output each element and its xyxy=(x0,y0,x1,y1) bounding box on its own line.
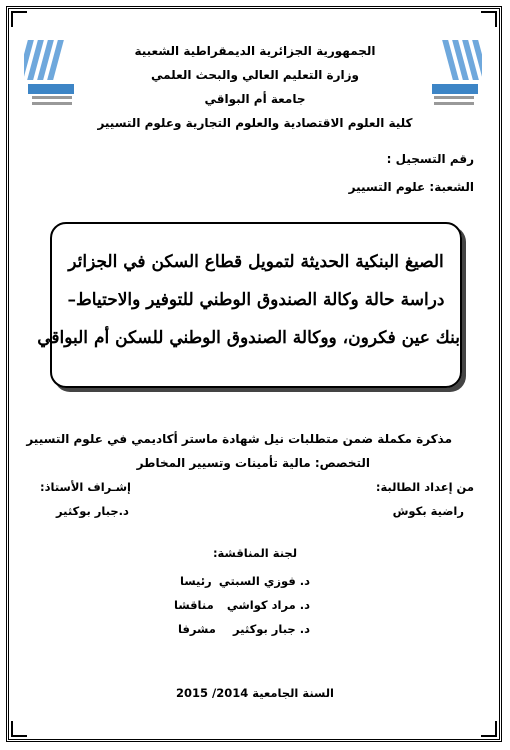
committee-member-role: مناقشا xyxy=(174,598,214,612)
university-name: جامعة أم البواقي xyxy=(204,92,306,106)
student-label: من إعداد الطالبة: xyxy=(375,480,474,494)
academic-year: السنة الجامعية 2014/ 2015 xyxy=(175,686,335,700)
committee-member-role: مشرفا xyxy=(178,622,216,636)
memo-requirement: مذكرة مكملة ضمن متطلبات نيل شهادة ماستر أكاديمي في علوم التسيير xyxy=(26,432,452,446)
republic-name: الجمهورية الجزائرية الديمقراطية الشعبية xyxy=(134,44,376,58)
faculty-name: كلية العلوم الاقتصادية والعلوم التجارية وعلوم التسيير xyxy=(97,116,413,130)
ministry-name: وزارة التعليم العالي والبحث العلمي xyxy=(150,68,360,82)
committee-member-name: د. فوزي السبتي xyxy=(218,574,310,588)
corner-ornament xyxy=(11,721,27,737)
corner-ornament xyxy=(481,11,497,27)
memo-specialty: التخصص: مالية تأمينات وتسيير المخاطر xyxy=(136,456,370,470)
thesis-title-line: الصيغ البنكية الحديثة لتمويل قطاع السكن في الجزائر xyxy=(68,252,444,272)
corner-ornament xyxy=(481,721,497,737)
committee-member-name: د. مراد كواشي xyxy=(226,598,310,612)
committee-member-name: د. جبار بوكثير xyxy=(233,622,310,636)
thesis-title-line: بنك عين فكرون، ووكالة الصندوق الوطني للسكن أم البواقي xyxy=(37,328,460,348)
committee-member-role: رئيسا xyxy=(180,574,212,588)
student-name: راضية بكوش xyxy=(392,504,464,518)
supervisor-label: إشـراف الأستاذ: xyxy=(40,480,131,494)
thesis-title-line: دراسة حالة وكالة الصندوق الوطني للتوفير والاحتياط– xyxy=(67,290,445,310)
supervisor-name: د.جبار بوكثير xyxy=(56,504,129,518)
branch-label: الشعبة: علوم التسيير xyxy=(348,180,474,194)
corner-ornament xyxy=(11,11,27,27)
registration-number-label: رقم التسجيل : xyxy=(386,152,474,166)
thesis-title-frame xyxy=(37,222,462,388)
committee-title: لجنة المناقشة: xyxy=(212,546,298,560)
